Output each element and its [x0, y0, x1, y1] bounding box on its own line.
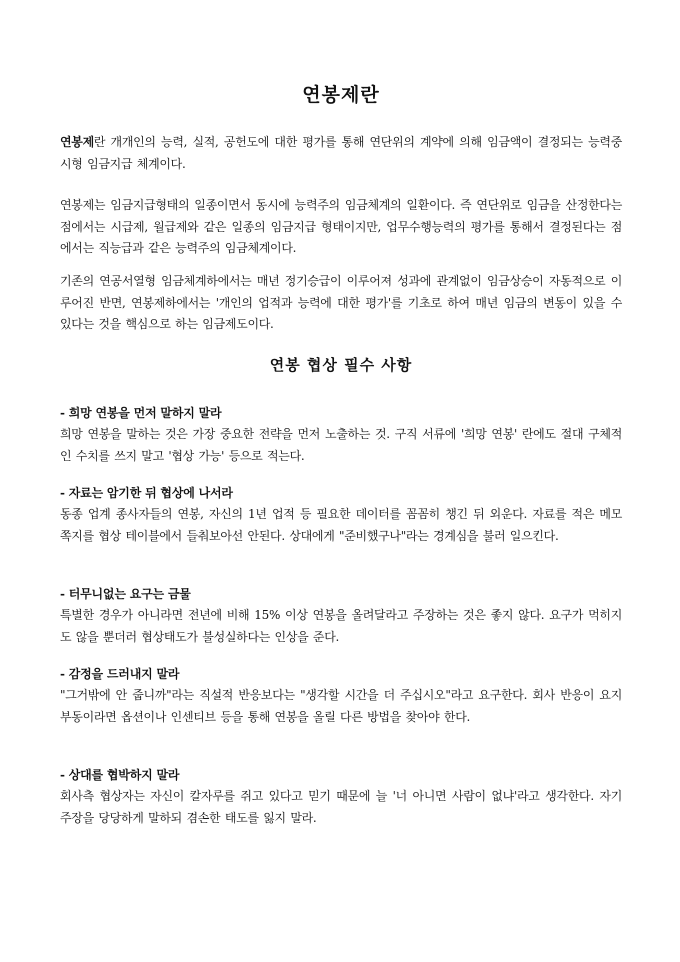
section-title: 연봉 협상 필수 사항 [269, 356, 413, 374]
intro-lead-term: 연봉제 [60, 135, 94, 149]
tip-item [60, 765, 622, 829]
tip-body: 동종 업계 종사자들의 연봉, 자신의 1년 업적 등 필요한 데이터를 꼼꼼히 챙긴 뒤 외운다. 자료를 적은 메모 쪽지를 협상 테이블에서 들춰보아선 안된다. 상대에게 "준비했구나"라는 경계심을 불러 일으킨다. [60, 507, 622, 543]
document-title: 연봉제란 [302, 84, 380, 106]
paragraph-comparison: 기존의 연공서열형 임금체계하에서는 매년 정기승급이 이루어져 성과에 관계없이 임금상승이 자동적으로 이루어진 반면, 연봉제하에서는 '개인의 업적과 능력에 대한 평가'를 기초로 하여 매년 임금의 변동이 있을 수 있다는 것을 핵심으로 하는 임금제도이다. [60, 274, 622, 331]
intro-lead-rest: 란 개개인의 능력, 실적, 공헌도에 대한 평가를 통해 연단위의 계약에 의해 임금액이 결정되는 능력중시형 임금지급 체계이다. [60, 135, 622, 171]
tip-body: 희망 연봉을 말하는 것은 가장 중요한 전략을 먼저 노출하는 것. 구직 서류에 '희망 연봉' 란에도 절대 구체적인 수치를 쓰지 말고 '협상 가능' 등으로 적는다. [60, 427, 622, 463]
tip-heading: - 희망 연봉을 먼저 말하지 말라 [60, 406, 222, 420]
tip-item [60, 664, 622, 728]
paragraph-definition: 연봉제는 임금지급형태의 일종이면서 동시에 능력주의 임금체계의 일환이다. 즉 연단위로 임금을 산정한다는 점에서는 시급제, 월급제와 같은 일종의 임금지급 형태이지만, 업무수행능력의 평가를 통해서 결정된다는 점에서는 직능급과 같은 능력주의 임금체계이다. [60, 198, 622, 255]
tip-heading: - 터무니없는 요구는 금물 [60, 587, 191, 601]
intro-paragraph [60, 132, 622, 175]
tip-body: 특별한 경우가 아니라면 전년에 비해 15% 이상 연봉을 올려달라고 주장하는 것은 좋지 않다. 요구가 먹히지도 않을 뿐더러 협상태도가 불성실하다는 인상을 준다. [60, 608, 622, 644]
tip-heading: - 자료는 암기한 뒤 협상에 나서라 [60, 486, 233, 500]
tip-heading: - 상대를 협박하지 말라 [60, 768, 180, 782]
tip-heading: - 감정을 드러내지 말라 [60, 667, 180, 681]
tip-item [60, 483, 622, 547]
tip-item [60, 584, 622, 648]
tip-item [60, 403, 622, 467]
tip-body: "그거밖에 안 줍니까"라는 직설적 반응보다는 "생각할 시간을 더 주십시오"라고 요구한다. 회사 반응이 요지부동이라면 옵션이나 인센티브 등을 통해 연봉을 올릴 다른 방법을 찾아야 한다. [60, 688, 622, 724]
tip-body: 회사측 협상자는 자신이 칼자루를 쥐고 있다고 믿기 때문에 늘 '너 아니면 사람이 없냐'라고 생각한다. 자기 주장을 당당하게 말하되 겸손한 태도를 잃지 말라. [60, 789, 622, 825]
